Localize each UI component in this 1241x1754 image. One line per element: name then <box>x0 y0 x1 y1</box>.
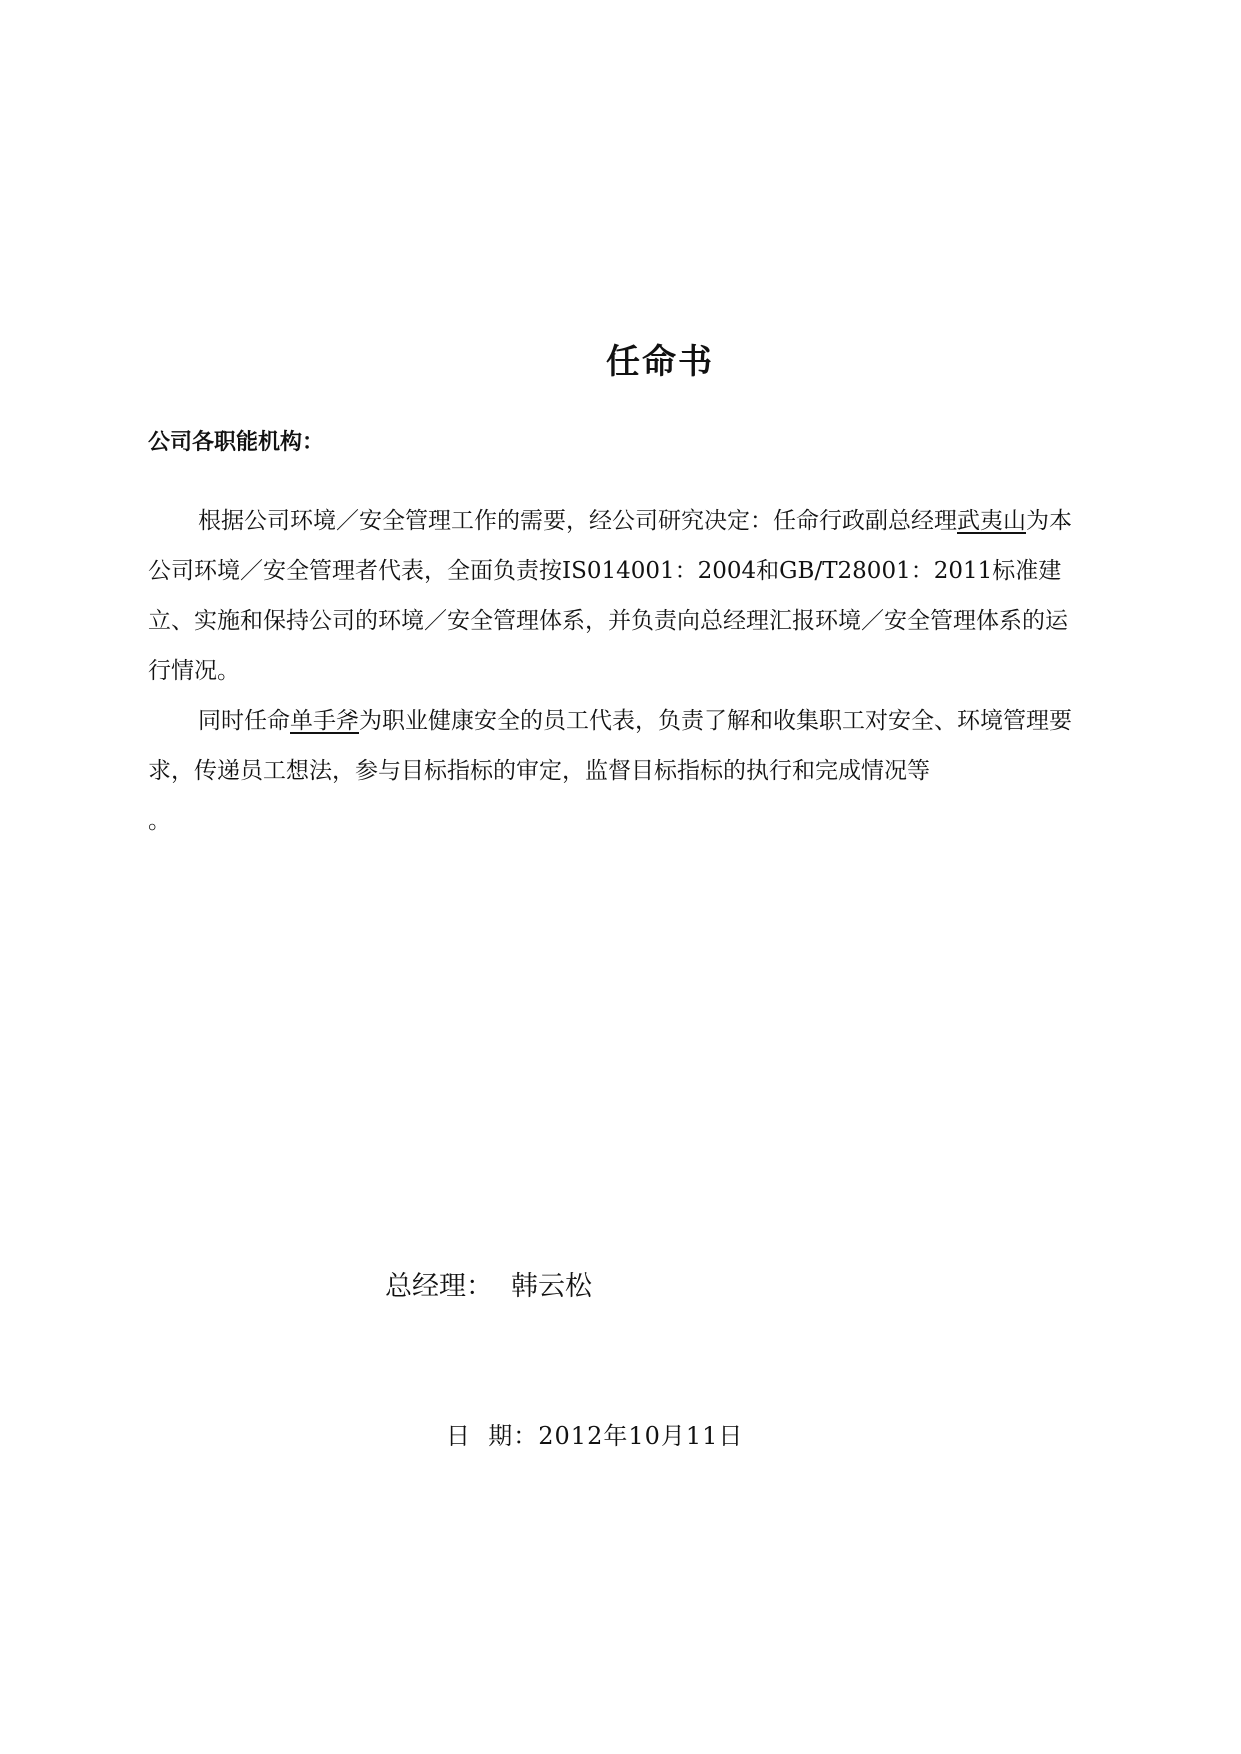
signature-name: 韩云松 <box>511 1271 592 1302</box>
paragraph-text: 为本公司环境／安全管理者代表，全面负责按IS014001：2004和GB/T28001：2011标准建立、实施和保持公司的环境／安全管理体系，并负责向总经理汇报环境／安全管理体系的运行情况。 <box>148 508 1072 684</box>
closing-punctuation: 。 <box>148 808 171 834</box>
paragraph-text: 为职业健康安全的员工代表，负责了解和收集职工对安全、环境管理要求，传递员工想法，参与目标指标的审定，监督目标指标的执行和完成情况等 <box>148 708 1072 784</box>
document-title: 任命书 <box>606 342 714 382</box>
document-body <box>148 496 1088 846</box>
signature-label: 总经理： <box>385 1271 493 1302</box>
paragraph-appointment-representative <box>148 496 1088 696</box>
paragraph-text: 根据公司环境／安全管理工作的需要，经公司研究决定：任命行政副总经理 <box>198 508 957 534</box>
appointee-name: 单手斧 <box>290 708 359 734</box>
salutation: 公司各职能机构： <box>148 430 325 455</box>
paragraph-text: 同时任命 <box>198 708 290 734</box>
document-date: 日 期：2012年10月11日 <box>446 1422 744 1450</box>
paragraph-appointment-employee-rep <box>148 696 1088 796</box>
appointee-name: 武夷山 <box>957 508 1026 534</box>
signature-line <box>385 1264 592 1303</box>
